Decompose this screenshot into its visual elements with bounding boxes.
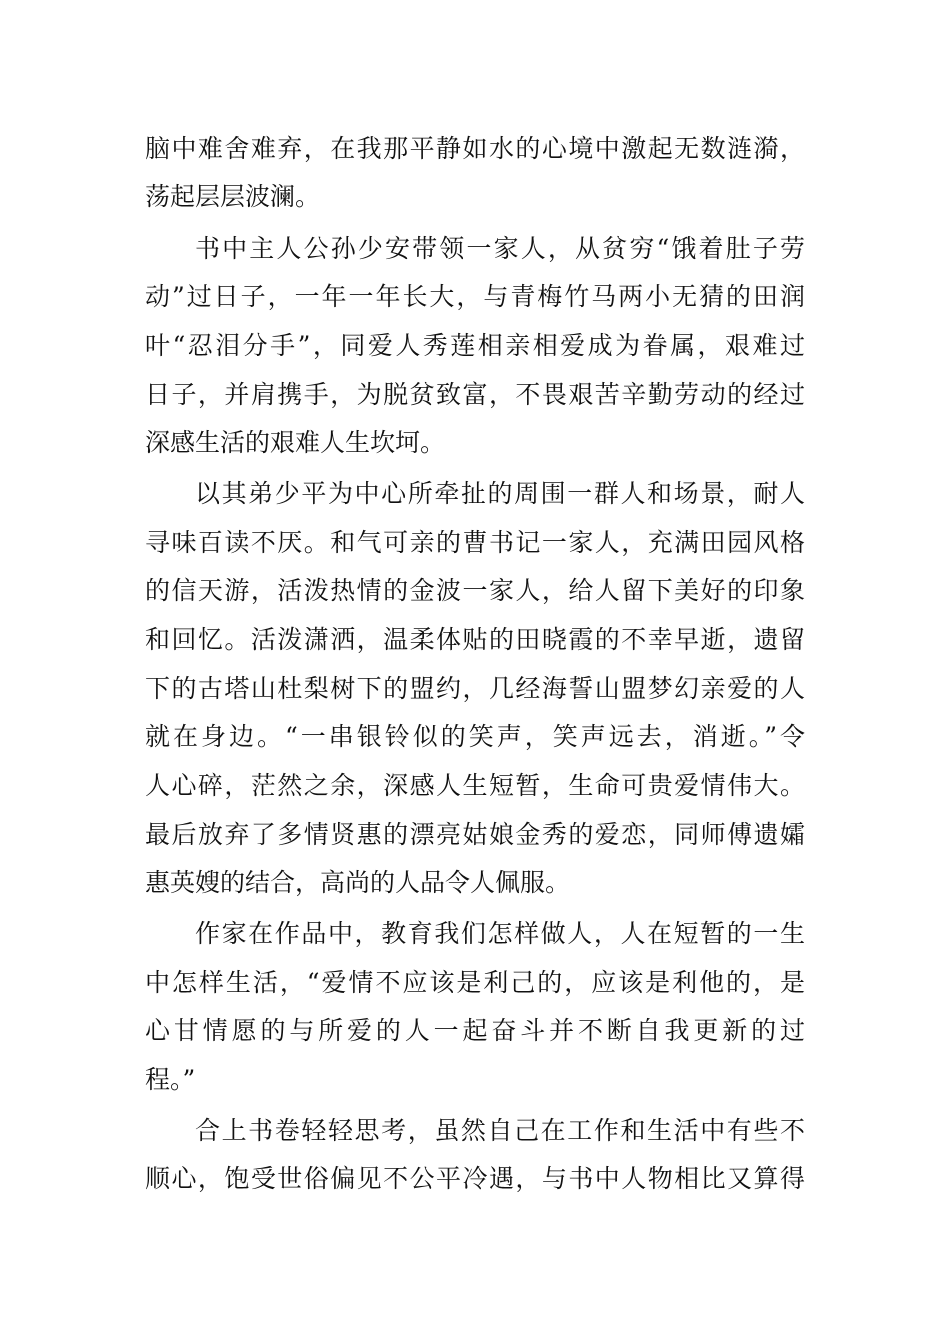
text-line: 以其弟少平为中心所牵扯的周围一群人和场景，耐人 bbox=[195, 479, 805, 508]
text-line: 动”过日子，一年一年长大，与青梅竹马两小无猜的田润 bbox=[145, 282, 805, 311]
text-line: 最后放弃了多情贤惠的漂亮姑娘金秀的爱恋，同师傅遗孀 bbox=[145, 820, 805, 849]
text-line: 人心碎，茫然之余，深感人生短暂，生命可贵爱情伟大。 bbox=[145, 771, 805, 800]
text-line: 程。” bbox=[145, 1065, 196, 1094]
text-line: 日子，并肩携手，为脱贫致富，不畏艰苦辛勤劳动的经过 bbox=[145, 380, 805, 409]
text-line: 的信天游，活泼热情的金波一家人，给人留下美好的印象 bbox=[145, 576, 805, 605]
text-line: 顺心，饱受世俗偏见不公平冷遇，与书中人物相比又算得 bbox=[145, 1164, 805, 1193]
text-line: 作家在作品中，教育我们怎样做人，人在短暂的一生 bbox=[195, 919, 805, 948]
text-line: 书中主人公孙少安带领一家人，从贫穷“饿着肚子劳 bbox=[195, 234, 805, 263]
text-line: 脑中难舍难弃，在我那平静如水的心境中激起无数涟漪， bbox=[145, 134, 805, 163]
text-line: 合上书卷轻轻思考，虽然自己在工作和生活中有些不 bbox=[195, 1116, 805, 1145]
text-line: 中怎样生活，“爱情不应该是利己的，应该是利他的，是 bbox=[145, 968, 805, 997]
text-line: 荡起层层波澜。 bbox=[145, 182, 321, 211]
text-line: 和回忆。活泼潇洒，温柔体贴的田晓霞的不幸早逝，遗留 bbox=[145, 625, 805, 654]
text-line: 就在身边。“一串银铃似的笑声，笑声远去，消逝。”令 bbox=[145, 722, 805, 751]
text-line: 叶“忍泪分手”，同爱人秀莲相亲相爱成为眷属，艰难过 bbox=[145, 331, 805, 360]
text-line: 惠英嫂的结合，高尚的人品令人佩服。 bbox=[145, 868, 571, 897]
text-line: 心甘情愿的与所爱的人一起奋斗并不断自我更新的过 bbox=[145, 1016, 805, 1045]
text-line: 下的古塔山杜梨树下的盟约，几经海誓山盟梦幻亲爱的人 bbox=[145, 674, 805, 703]
text-line: 寻味百读不厌。和气可亲的曹书记一家人，充满田园风格 bbox=[145, 528, 805, 557]
text-line: 深感生活的艰难人生坎坷。 bbox=[145, 428, 446, 457]
